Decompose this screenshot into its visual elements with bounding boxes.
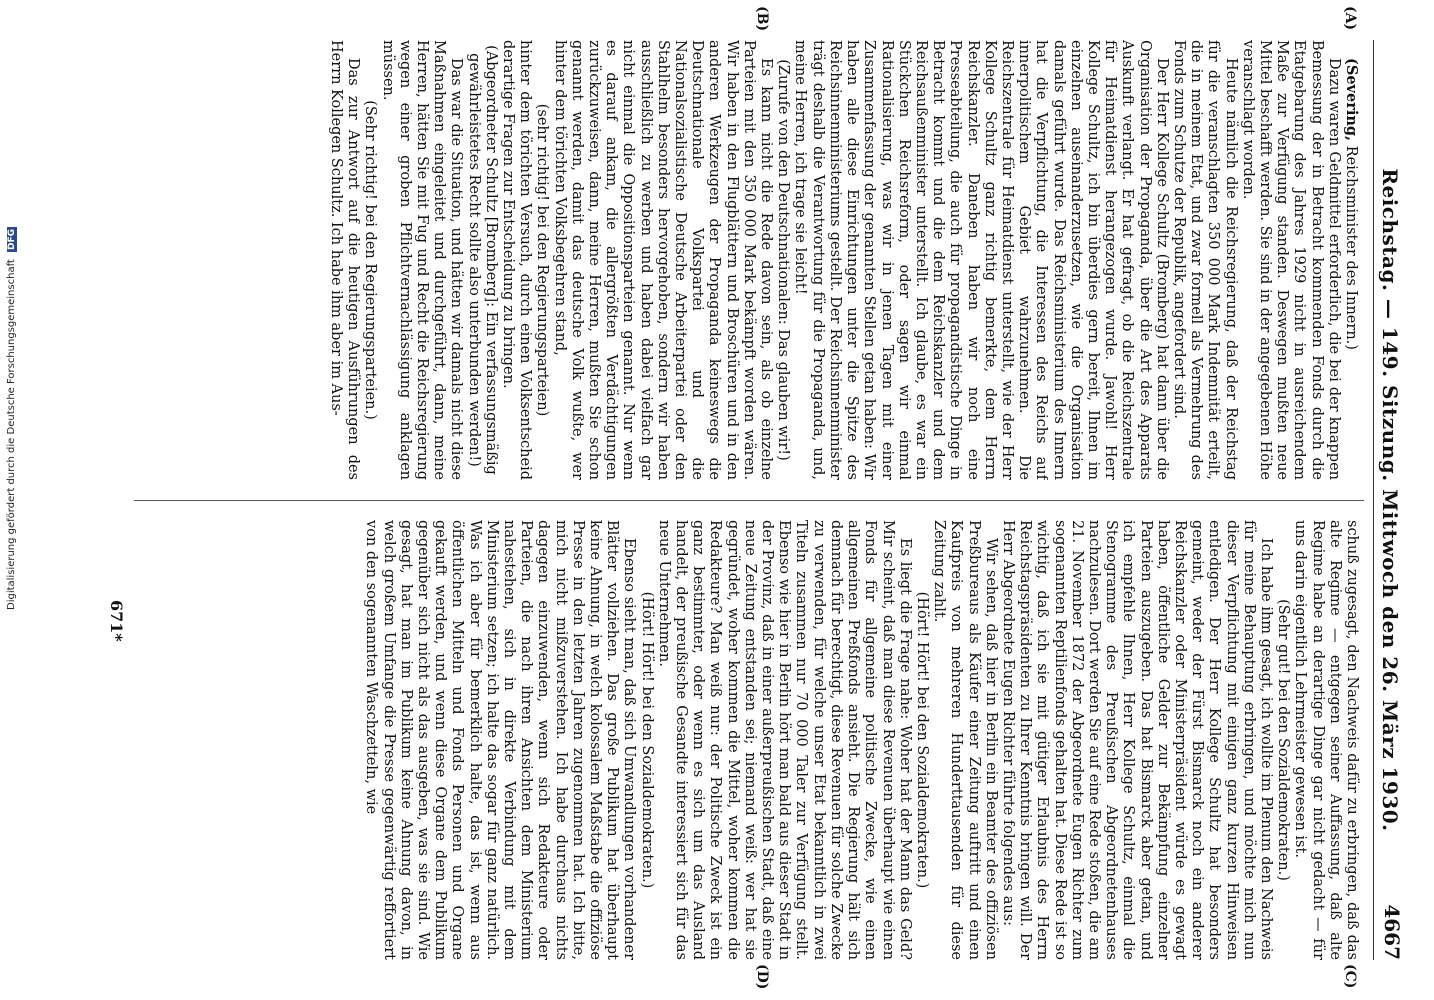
paragraph-text: schuß zugesagt, den Nachweis dafür zu erbringen, daß das alte Regime — entgegen seiner Auffassung, daß alte Regime habe an derartige Dinge gar nicht gedacht — für uns darin eigentlich Lehrmeister gewesen ist. [1292,520,1360,960]
paragraph [1342,40,1360,480]
paragraph-text: Ebenso sieht man, daß sich Umwandlungen vorhandener Blätter vollziehen. Das große Publikum hat überhaupt keine Ahnung, in welch kolossalem Maßstabe die offiziöse Presse in den letzten Jahren zugenommen hat. Ich bitte, mich nicht mißzuverstehen. Ich habe durchaus nichts dagegen einzuwenden, wenn sich Redakteure oder Parteien, die nach ihren Ansichten dem Ministerium nahestehen, sich in direkte Verbindung mit dem Ministerium setzen; ich halte das sogar für ganz natürlich. Was ich aber für bemerklich halte, das ist, wenn aus öffentlichen Mitteln und Fonds Personen und Organe gekauft werden, und wenn diese Organe dem Publikum gegenüber sich nicht als das ausgeben, was sie sind. Wie gesagt, hat man im Publikum keine Ahnung davon, in welch großem Umfange die Presse gegenwärtig reffortiert von den sogenannten Waschzetteln, wie [363,520,638,960]
right-column [140,520,1360,960]
speaker-name: (Severing, [1343,58,1360,142]
paragraph [464,40,498,480]
paragraph-text: Dazu waren Geldmittel erforderlich, die bei der knappen Bemessung der in Betracht kommenden Fonds durch die Etatgebarung des Jahres 1929 nicht in ausreichendem Maße zur Verfügung standen. Deswegen mußten neue Mittel beschafft werden. Sie sind in der angegebenen Höhe veranschlagt worden. [1239,40,1342,480]
rotated-document-page [100,6,1410,990]
funding-note-text: Digitalisierung gefördert durch die Deutsche Forschungsgemeinschaft [6,259,17,610]
paragraph [499,40,533,480]
page-title: Reichstag. — 149. Sitzung. Mittwoch den 26. März 1930. [1378,168,1402,832]
paragraph-text: (sehr richtig! bei den Regierungsparteien) [534,103,551,417]
paragraph-text: (Abgeordneter Schultz [Bromberg]: Ein verfassungsmäßig gewährleistetes Recht sollte also unterbunden werden!) [465,45,499,475]
paragraph-text: (Sehr gut! bei den Sozialdemokraten.) [1275,599,1292,881]
page-number: 4667 [1380,904,1404,960]
paragraph-text: (Sehr richtig! bei den Regierungsparteien.) [362,100,379,420]
margin-mark-c: (C) [1342,964,1358,989]
paragraph-text: Es kann nicht die Rede davon sein, als ob einzelne Parteien mit den 350 000 Mark bekämpft worden wären. Wir haben in den Flugblättern und Broschüren und in den anderen Werkzeugen der Propaganda keineswegs die Deutschnationale Volkspartei und die Nationalsozialistische Deutsche Arbeiterpartei oder den Stahlhelm besonders hervorgehoben, sondern wir haben ausschließlich zu werben und haben dabei vielfach gar nicht einmal die Oppositionsparteien genannt. Nur wenn es darauf ankam, die allergrößten Verdächtigungen zurückzuweisen, dann, meine Herren, mußten Sie schon genannt werden, damit das deutsche Volk wußte, wer hinter dem törichten Volksbegehren stand, [551,40,775,480]
paragraph [378,40,464,480]
paragraph [361,40,378,480]
paragraph [327,40,361,480]
paragraph [1274,520,1291,960]
margin-mark-a: (A) [1342,6,1358,31]
margin-mark-b: (B) [754,6,770,32]
margin-mark-d: (D) [754,964,770,990]
funding-note [6,227,17,610]
paragraph [362,520,637,960]
paragraph [791,40,1169,480]
signature-mark: 671* [107,600,126,642]
paragraph [655,520,913,960]
paragraph [999,520,1274,960]
left-column [140,40,1360,480]
paragraph-text: Das war die Situation, und hätten wir damals nicht diese Maßnahmen eingeleitet und durchgeführt, dann, meine Herren, hätten Sie mit Fug und Recht die Reichsregierung wegen einer groben Pflichtvernachlässigung anklagen müssen. [379,40,465,480]
paragraph [637,520,654,960]
paragraph-text: Es liegt die Frage nahe: Woher hat der Mann das Geld? Mir scheint, daß man diese Revenuen überhaupt wie einen Fonds für allgemeine politische Zwecke, wie einen allgemeinen Preßfonds ansieht. Die Regierung hält sich demnach für berechtigt, diese Revenuen für solche Zwecke zu verwenden, für welche unser Etat bekanntlich in zwei Titeln zusammen nur 70 000 Taler zur Verfügung stellt. Ebenso wie hier in Berlin hört man bald aus dieser Stadt in der Provinz, daß in einer außerpreußischen Stadt, daß eine neue Zeitung entstanden sei; niemand weiß: wer hat sie gegründet, woher kommen die Mittel, woher kommen die Redakteure? Man weiß nur: der Politische Zweck ist ein ganz bestimmter, oder wenn es sich um das Ausland handelt, der preußische Gesandte interessiert sich für das neue Unternehmen. [655,520,913,960]
paragraph [1239,40,1342,480]
paragraph-text: Das zur Antwort auf die heutigen Ausführungen des Herrn Kollegen Schultz. Ich habe ihm aber im Aus- [328,40,362,480]
paragraph-text: (Hört! Hört! bei den Sozialdemokraten.) [913,591,930,889]
paragraph [533,40,550,480]
column-divider [134,500,1364,501]
paragraph [1170,40,1239,480]
paragraph-text: Wir sehen, daß hier in Berlin ein Beamter des offiziösen Preßbureaus als Käufer einer Zeitung auftritt und einen Kaufpreis von mehreren Hunderttausenden für diese Zeitung zahlt. [931,520,999,960]
paragraph [550,40,774,480]
page-header [1373,40,1410,960]
paragraph-text: Ich habe ihm gesagt, ich wollte im Plenum den Nachweis für meine Behauptung erbringen, und möchte mich nun dieser Verpflichtung mit einigen ganz kurzen Hinweisen entledigen. Der Herr Kollege Schultz hat besonders gemeint, weder der Fürst Bismarck noch ein anderer Reichskanzler oder Ministerpräsident würde es gewagt haben, öffentliche Gelder zur Bekämpfung einzelner Parteien auszugeben. Das hat Bismarck aber getan, und ich empfehle Ihnen, Herr Kollege Schultz, einmal die Stenogramme des Preußischen Abgeordnetenhauses nachzulesen. Dort werden Sie auf eine Rede stoßen, die am 21. November 1872 der Abgeordnete Eugen Richter zum sogenannten Reptilienfonds gehalten hat. Diese Rede ist so wichtig, daß ich sie mit gütiger Erlaubnis des Herrn Reichstagspräsidenten zu Ihrer Kenntnis bringen will. Der Herr Abgeordnete Eugen Richter führte folgendes aus: [999,520,1274,960]
paragraph-text: Heute nämlich die Reichsregierung, daß der Reichstag für die veranschlagten 350 000 Mark Indemnität erteilt, die in meinem Etat, und zwar formell als Vermehrung des Fonds zum Schutze der Republik, angefordert sind. [1170,40,1239,480]
paragraph-text: (Hört! Hört! bei den Sozialdemokraten.) [638,591,655,889]
paragraph [930,520,999,960]
paragraph-text: Der Herr Kollege Schultz (Bromberg) hat dann über die Organisation der Propaganda, über die Art des Apparats Auskunft verlangt. Er hat gefragt, ob die Reichszentrale für Heimatdienst herangezogen wurde. Jawohl! Herr Kollege Schultz, ich bin überdies gern bereit, Ihnen im einzelnen auseinanderzusetzen, wie die Organisation damals geführt wurde. Das Reichsministerium des Innern hat die Verpflichtung, die Interessen des Reichs auf innerpolitischem Gebiet wahrzunehmen. Die Reichszentrale für Heimatdienst unterstellt, wie der Herr Kollege Schultz ganz richtig bemerkte, dem Herrn Reichskanzler. Daneben haben wir noch eine Presseabteilung, die auch für propagandistische Dinge in Betracht kommt und die dem Reichskanzler und dem Reichsaußenminister unterstellt. Ich glaube, es war ein Stückchen Reichsreform, oder sagen wir einmal Rationalisierung, was wir in jenen Tagen mit einer Zusammenfassung der genannten Stellen getan haben: Wir haben alle diese Einrichtungen unter die Spitze des Reichsinnenministeriums gestellt. Der Reichsinnenminister trägt deshalb die Verantwortung für die Propaganda, und, meine Herren, ich trage sie leicht! [792,40,1170,480]
paragraph-text: Reichsminister des Innern.) [1343,145,1359,350]
paragraph-text: (Zurufe von den Deutschnationalen: Das glauben wir!) [775,59,792,461]
dfg-logo: DFG [7,228,17,250]
paragraph [1291,520,1360,960]
paragraph [774,40,791,480]
paragraph [913,520,930,960]
paragraph-text: hinter dem törichten Versuch, durch einen Volksentscheid derartige Fragen zur Entscheidung zu bringen. [500,40,534,480]
